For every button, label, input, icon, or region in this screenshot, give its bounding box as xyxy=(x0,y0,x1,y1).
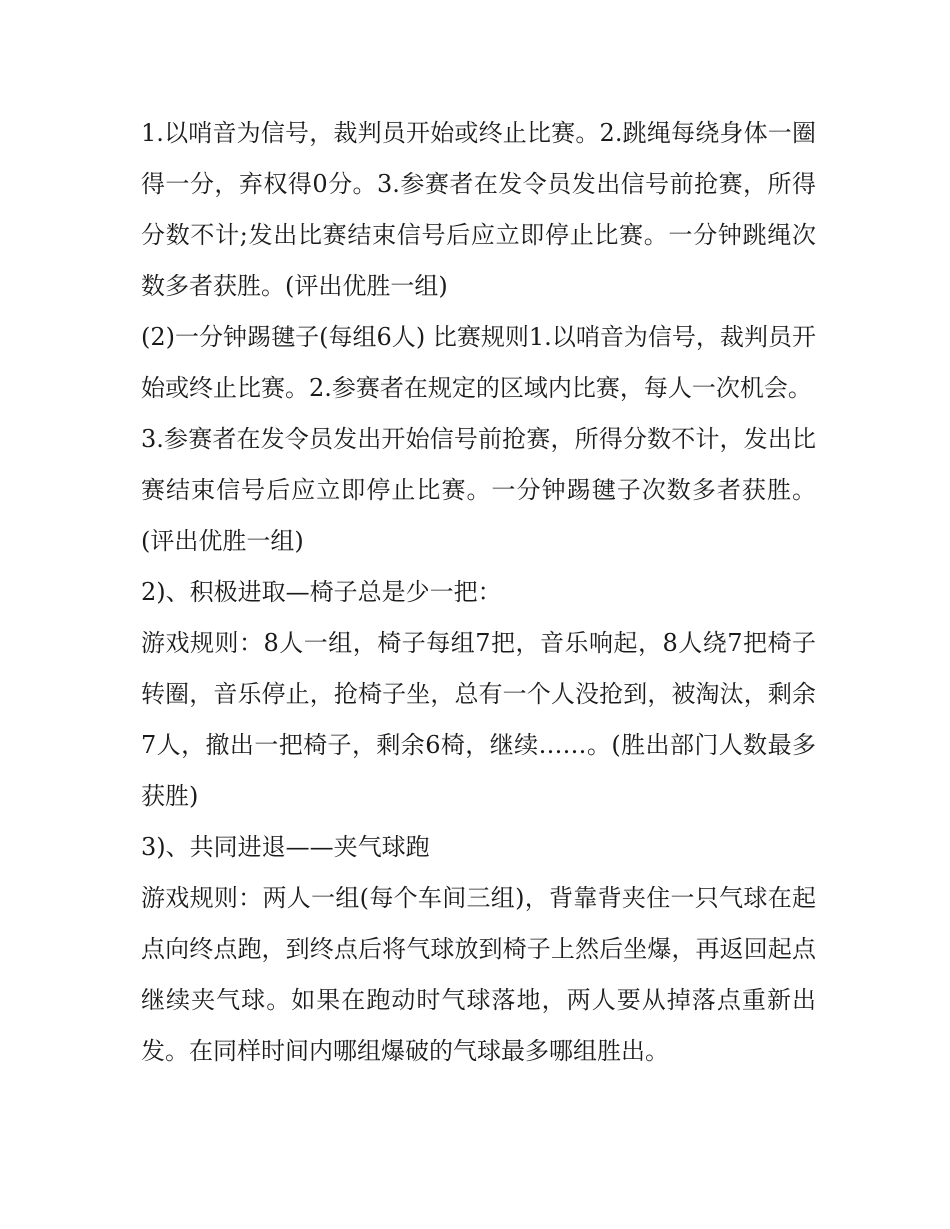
document-body xyxy=(141,108,816,1077)
paragraph-jump-rope-rules: 1.以哨音为信号，裁判员开始或终止比赛。2.跳绳每绕身体一圈得一分，弃权得0分。3.参赛者在发令员发出信号前抢赛，所得分数不计;发出比赛结束信号后应立即停止比赛。一分钟跳绳次数多者获胜。(评出优胜一组) xyxy=(141,119,816,300)
heading-musical-chairs: 2)、积极进取—椅子总是少一把： xyxy=(141,578,502,606)
paragraph-musical-chairs-rules: 游戏规则：8人一组，椅子每组7把，音乐响起，8人绕7把椅子转圈，音乐停止，抢椅子坐，总有一个人没抢到，被淘汰，剩余7人，撤出一把椅子，剩余6椅，继续……。(胜出部门人数最多获胜) xyxy=(141,629,816,810)
heading-balloon-run: 3)、共同进退——夹气球跑 xyxy=(141,833,430,861)
paragraph-balloon-run-rules: 游戏规则：两人一组(每个车间三组)，背靠背夹住一只气球在起点向终点跑，到终点后将气球放到椅子上然后坐爆，再返回起点继续夹气球。如果在跑动时气球落地，两人要从掉落点重新出发。在同样时间内哪组爆破的气球最多哪组胜出。 xyxy=(141,884,816,1065)
paragraph-shuttlecock-rules-2: 3.参赛者在发令员发出开始信号前抢赛，所得分数不计，发出比赛结束信号后应立即停止比赛。一分钟踢毽子次数多者获胜。(评出优胜一组) xyxy=(141,425,816,555)
paragraph-shuttlecock-rules-1: (2)一分钟踢毽子(每组6人) 比赛规则1.以哨音为信号，裁判员开始或终止比赛。2.参赛者在规定的区域内比赛，每人一次机会。 xyxy=(141,323,816,402)
